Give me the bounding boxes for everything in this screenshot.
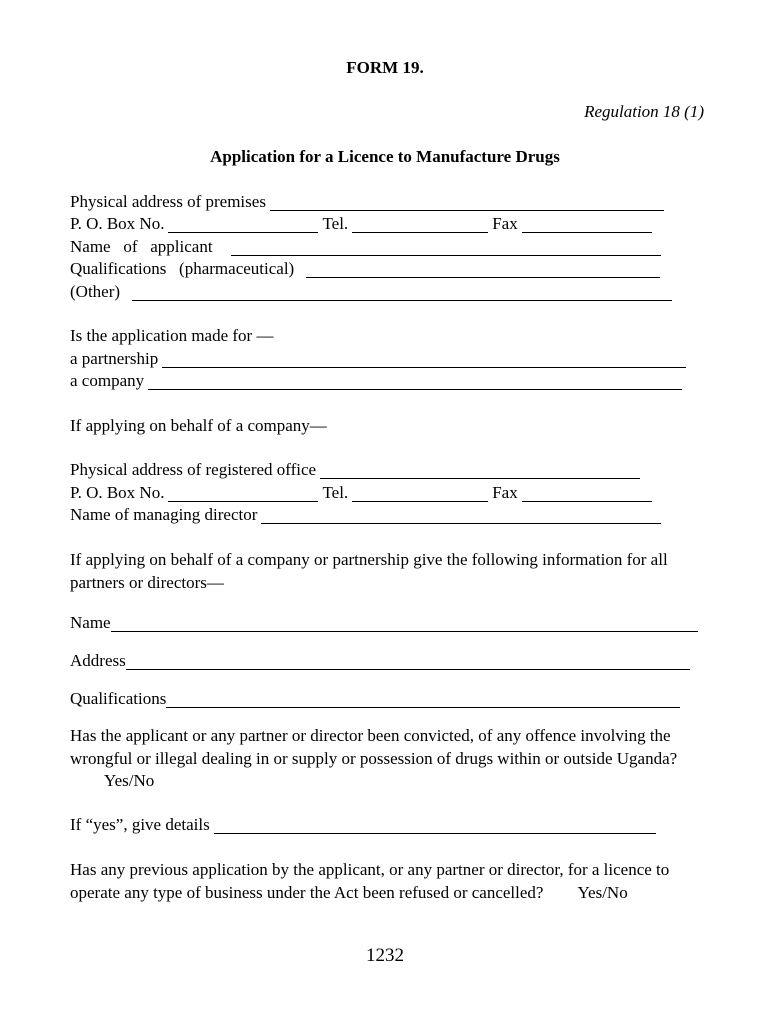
- partner-qualifications-line: [70, 688, 684, 710]
- application-type-question: Is the application made for —: [70, 326, 274, 345]
- company-tel-field[interactable]: [352, 486, 488, 502]
- premises-contact-line: [70, 213, 656, 235]
- qualifications-pharm-label: Qualifications (pharmaceutical): [70, 259, 295, 278]
- partner-name-field[interactable]: [111, 616, 698, 632]
- partnership-line: [70, 348, 690, 370]
- partner-qualifications-field[interactable]: [166, 692, 680, 708]
- partnership-field[interactable]: [162, 352, 686, 368]
- fax-label: Fax: [492, 214, 518, 233]
- company-intro: If applying on behalf of a company—: [70, 416, 327, 435]
- company-po-box-field[interactable]: [168, 486, 318, 502]
- qualifications-other-label: (Other): [70, 282, 121, 301]
- form-heading: Application for a Licence to Manufacture Drugs: [210, 147, 560, 166]
- qualifications-pharm-field[interactable]: [306, 262, 660, 278]
- company-tel-label: Tel.: [322, 483, 349, 502]
- partners-intro: If applying on behalf of a company or partnership give the following information for all partners or directors—: [70, 550, 668, 592]
- registered-office-line: [70, 459, 644, 481]
- page-number: 1232: [366, 945, 404, 966]
- partner-address-label: Address: [70, 651, 126, 670]
- partner-qualifications-label: Qualifications: [70, 689, 167, 708]
- partnership-label: a partnership: [70, 349, 159, 368]
- premises-address-line: [70, 191, 668, 213]
- conviction-details-line: [70, 814, 660, 836]
- regulation-reference: Regulation 18 (1): [584, 102, 704, 121]
- managing-director-label: Name of managing director: [70, 505, 258, 524]
- partner-address-line: [70, 650, 694, 672]
- refusal-question-block: [70, 859, 710, 904]
- partner-address-field[interactable]: [126, 654, 690, 670]
- managing-director-line: [70, 504, 665, 526]
- premises-address-field[interactable]: [270, 195, 664, 211]
- applicant-name-field[interactable]: [231, 240, 661, 256]
- registered-office-label: Physical address of registered office: [70, 460, 317, 479]
- company-field[interactable]: [148, 374, 682, 390]
- registered-office-field[interactable]: [320, 463, 640, 479]
- fax-field[interactable]: [522, 217, 652, 233]
- company-contact-line: [70, 482, 656, 504]
- applicant-name-label: Name of applicant: [70, 237, 213, 256]
- qualifications-pharm-line: [70, 258, 664, 280]
- managing-director-field[interactable]: [261, 508, 661, 524]
- form-title: FORM 19.: [346, 58, 424, 77]
- company-fax-label: Fax: [492, 483, 518, 502]
- conviction-details-field[interactable]: [214, 818, 656, 834]
- po-box-field[interactable]: [168, 217, 318, 233]
- company-fax-field[interactable]: [522, 486, 652, 502]
- applicant-name-line: [70, 236, 665, 258]
- po-box-label: P. O. Box No.: [70, 214, 165, 233]
- conviction-yes-no[interactable]: Yes/No: [104, 771, 155, 790]
- company-label: a company: [70, 371, 145, 390]
- company-line: [70, 370, 686, 392]
- partner-name-label: Name: [70, 613, 111, 632]
- conviction-details-label: If “yes”, give details: [70, 815, 210, 834]
- refusal-yes-no[interactable]: Yes/No: [577, 882, 628, 902]
- company-po-box-label: P. O. Box No.: [70, 483, 165, 502]
- tel-label: Tel.: [322, 214, 349, 233]
- partner-name-line: [70, 612, 702, 634]
- conviction-question-block: [70, 725, 705, 793]
- refusal-question: Has any previous application by the applicant, or any partner or director, for a licence to operate any type of business under the Act been refused or cancelled?: [70, 860, 670, 902]
- conviction-question: Has the applicant or any partner or director been convicted, of any offence involving the wrongful or illegal dealing in or supply or possession of drugs within or outside Uganda?: [70, 726, 678, 768]
- qualifications-other-field[interactable]: [132, 285, 672, 301]
- tel-field[interactable]: [352, 217, 488, 233]
- qualifications-other-line: [70, 281, 676, 303]
- premises-address-label: Physical address of premises: [70, 192, 266, 211]
